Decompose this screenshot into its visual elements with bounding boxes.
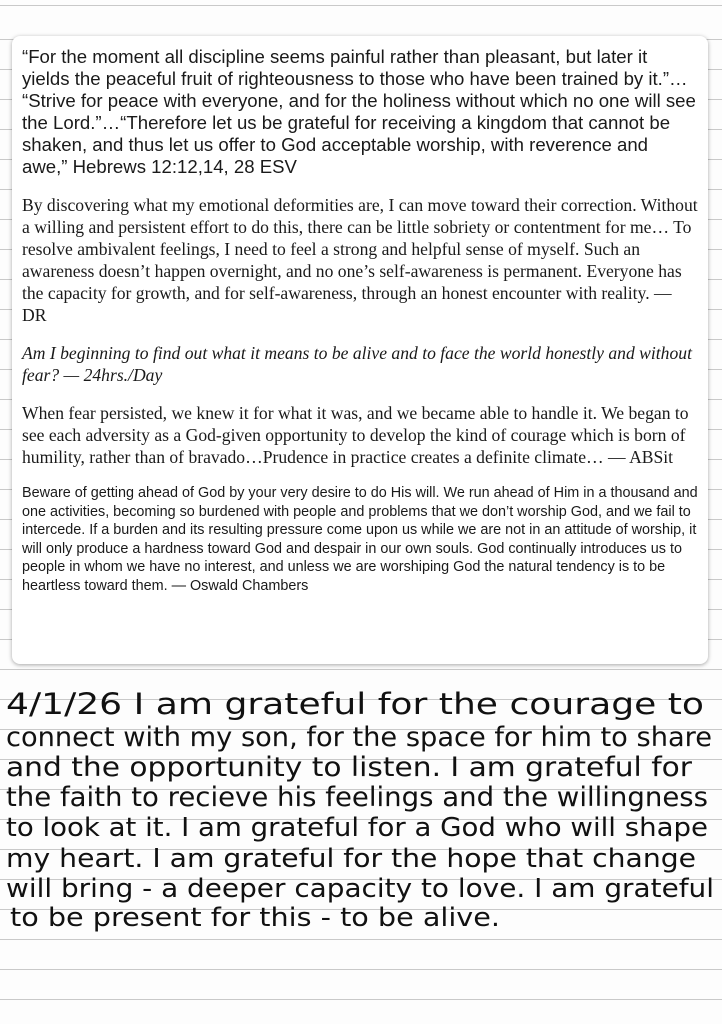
dr-reading: By discovering what my emotional deformities are, I can move toward their correction. Without a willing and persistent effort to do this, there can be little sobriety or contentment for me… To resolve ambivalent feelings, I need to feel a strong and helpful sense of myself. Such an awareness doesn’t happen overnight, and no one’s self-awareness is permanent. Everyone has the capacity for growth, and for self-awareness, through an honest encounter with reality. — DR [22, 195, 698, 325]
oswald-chambers-reading: Beware of getting ahead of God by your very desire to do His will. We run ahead of Him in a thousand and one activities, becoming so burdened with people and problems that we don’t worship God, and we fail to intercede. If a burden and its resulting pressure come upon us while we are not in an attitude of worship, it will only produce a hardness toward God and despair in our own souls. God continually introduces us to people in whom we have no interest, and unless we are worshiping God the natural tendency is to be heartless toward them. — Oswald Chambers [22, 485, 698, 594]
journal-line: my heart. I am grateful for the hope that change [6, 844, 696, 874]
daily-question: Am I beginning to find out what it means to be alive and to face the world honestly and without fear? — 24hrs./Day [22, 343, 692, 385]
quote-card [12, 36, 708, 664]
journal-line: will bring - a deeper capacity to love. I am grateful [6, 874, 714, 904]
journal-line: to look at it. I am grateful for a God who will shape [6, 813, 708, 843]
absit-reading: When fear persisted, we knew it for what it was, and we became able to handle it. We began to see each adversity as a God-given opportunity to develop the kind of courage which is born of humility, rather than of bravado…Prudence in practice creates a definite climate… — ABSit [22, 403, 689, 467]
journal-line: connect with my son, for the space for him to share [6, 722, 712, 753]
journal-line: 4/1/26 I am grateful for the courage to [6, 687, 704, 721]
scripture-quote: “For the moment all discipline seems painful rather than pleasant, but later it yields the peaceful fruit of righteousness to those who have been trained by it.”… “Strive for peace with everyone, and for the holiness without which no one will see the Lord.”…“Therefore let us be grateful for receiving a kingdom that cannot be shaken, and thus let us offer to God acceptable worship, with reverence and awe,” Hebrews 12:12,14, 28 ESV [22, 46, 696, 177]
journal-line: and the opportunity to listen. I am grateful for [6, 752, 693, 783]
handwriting-svg [6, 680, 722, 960]
journal-line: to be present for this - to be alive. [10, 903, 501, 933]
journal-line: the faith to recieve his feelings and the willingness [6, 782, 708, 813]
handwritten-journal-entry [6, 680, 722, 960]
